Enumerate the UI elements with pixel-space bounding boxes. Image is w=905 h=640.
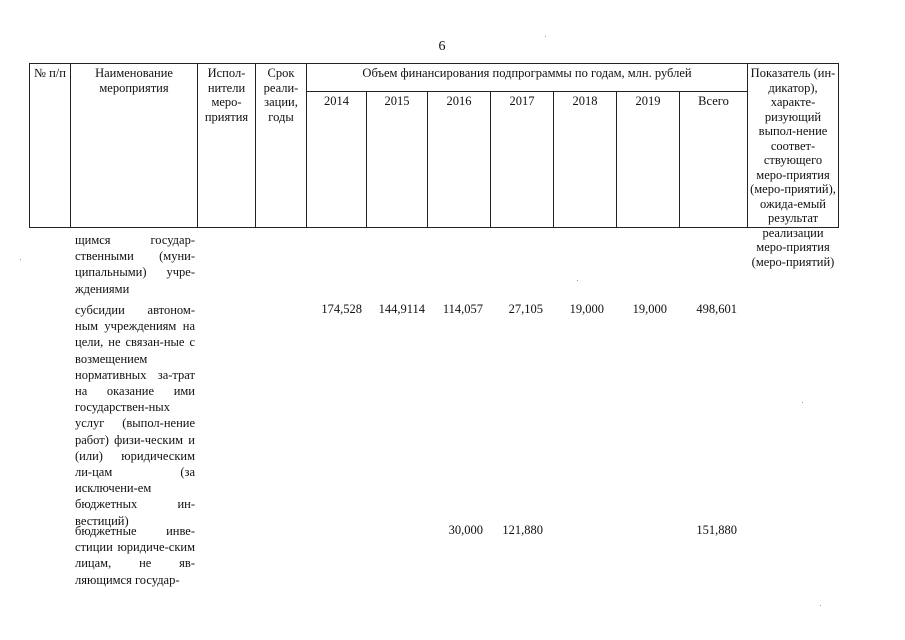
page-number: 6 (438, 39, 446, 54)
header-col-indicator: Показатель (ин-дикатор), характе-ризующий выпол-нение соответ-ствующего меро-приятия (меро-приятий), ожида-емый результат реализации меро-приятия (меро-приятий) (750, 66, 836, 269)
row-3-value-2016: 30,000 (448, 523, 483, 537)
header-col-number: № п/п (34, 66, 66, 80)
row-2-value-2018: 19,000 (569, 302, 604, 316)
row-2-value-total: 498,601 (696, 302, 737, 316)
row-1-name: щимся государ-ственными (муни-ципальными) учре-ждениями (75, 233, 195, 296)
row-2-name: субсидии автоном-ным учреждениям на цели, не связан-ные с возмещением нормативных за-трат на оказание ими государствен-ных услуг (выпол-нение работ) физи-ческим и (или) юридическим ли-цам (за исключени-ем бюджетных ин-вестиций) (75, 303, 195, 528)
header-year-2018: 2018 (572, 94, 598, 108)
scan-speck (802, 402, 803, 403)
row-2-value-2019: 19,000 (632, 302, 667, 316)
header-year-2017: 2017 (509, 94, 535, 108)
row-3-value-total: 151,880 (696, 523, 737, 537)
row-2-value-2016: 114,057 (442, 302, 483, 316)
row-2-value-2014: 174,528 (321, 302, 362, 316)
header-col-term: Срок реали-зации, годы (263, 66, 299, 124)
row-3-value-2017: 121,880 (502, 523, 543, 537)
scan-speck (820, 605, 821, 606)
header-year-2015: 2015 (384, 94, 410, 108)
header-col-name: Наименование мероприятия (95, 66, 173, 95)
header-year-2019: 2019 (635, 94, 661, 108)
header-year-2016: 2016 (446, 94, 472, 108)
row-2-value-2015: 144,9114 (378, 302, 425, 316)
header-total: Всего (698, 94, 729, 108)
header-col-executors: Испол-нители меро-приятия (204, 66, 249, 124)
scan-speck (545, 36, 546, 37)
scan-speck (577, 280, 578, 281)
header-col-funding: Объем финансирования подпрограммы по годам, млн. рублей (362, 66, 692, 80)
scan-speck (20, 259, 21, 260)
row-2-value-2017: 27,105 (508, 302, 543, 316)
header-year-2014: 2014 (324, 94, 349, 108)
row-3-name: бюджетные инве-стиции юридиче-ским лицам, не яв-ляющимся государ- (75, 524, 195, 587)
